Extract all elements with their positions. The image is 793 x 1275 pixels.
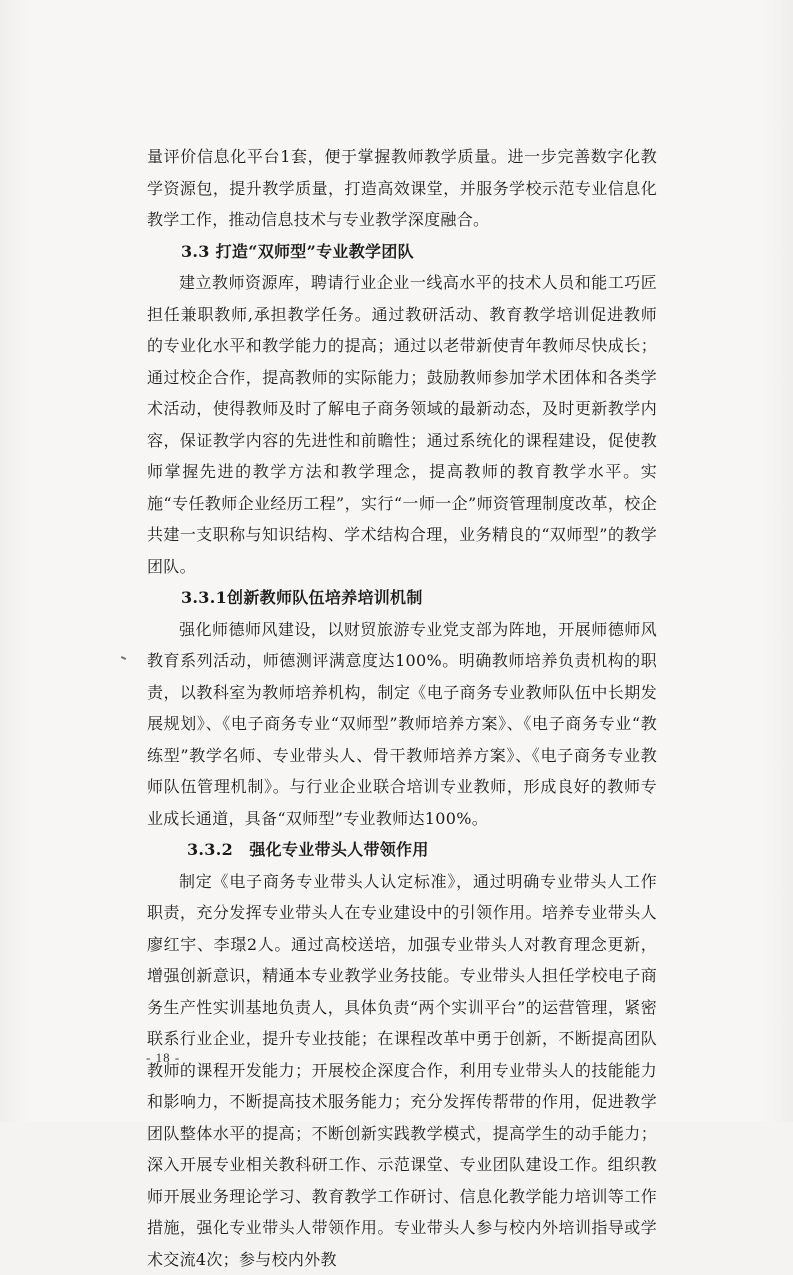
paragraph-section-3-3-1: 强化师德师风建设，以财贸旅游专业党支部为阵地，开展师德师风教育系列活动，师德测评满意度达100%。明确教师培养负责机构的职责，以教科室为教师培养机构，制定《电子商务专业教师队伍中长期发展规划》、《电子商务专业“双师型”教师培养方案》、《电子商务专业“教练型”教学名师、专业带头人、骨干教师培养方案》、《电子商务专业教师队伍管理机制》。与行业企业联合培训专业教师，形成良好的教师专业成长通道，具备“双师型”专业教师达100%。 [147,614,657,835]
paragraph-section-3-3-2: 制定《电子商务专业带头人认定标准》，通过明确专业带头人工作职责，充分发挥专业带头人在专业建设中的引领作用。培养专业带头人廖红宇、李璟2人。通过高校送培，加强专业带头人对教育理念更新，增强创新意识，精通本专业教学业务技能。专业带头人担任学校电子商务生产性实训基地负责人，具体负责“两个实训平台”的运营管理，紧密联系行业企业，提升专业技能；在课程改革中勇于创新，不断提高团队教师的课程开发能力；开展校企深度合作，利用专业带头人的技能能力和影响力，不断提高技术服务能力；充分发挥传帮带的作用，促进教学团队整体水平的提高；不断创新实践教学模式，提高学生的动手能力；深入开展专业相关教科研工作、示范课堂、专业团队建设工作。组织教师开展业务理论学习、教育教学工作研讨、信息化教学能力培训等工作措施，强化专业带头人带领作用。专业带头人参与校内外培训指导或学术交流4次；参与校内外教 [147,866,657,1275]
section-heading-3-3-2: 3.3.2 强化专业带头人带领作用 [147,834,657,866]
margin-mark [121,656,126,660]
section-heading-3-3: 3.3 打造“双师型”专业教学团队 [147,236,657,268]
paragraph-continuation: 量评价信息化平台1套，便于掌握教师教学质量。进一步完善数字化教学资源包，提升教学质量，打造高效课堂，并服务学校示范专业信息化教学工作，推动信息技术与专业教学深度融合。 [147,141,657,236]
page-body [147,141,657,1275]
paragraph-section-3-3: 建立教师资源库，聘请行业企业一线高水平的技术人员和能工巧匠担任兼职教师,承担教学任务。通过教研活动、教育教学培训促进教师的专业化水平和教学能力的提高；通过以老带新使青年教师尽快成长；通过校企合作，提高教师的实际能力；鼓励教师参加学术团体和各类学术活动，使得教师及时了解电子商务领域的最新动态，及时更新教学内容，保证教学内容的先进性和前瞻性；通过系统化的课程建设，促使教师掌握先进的教学方法和教学理念，提高教师的教育教学水平。实施“专任教师企业经历工程”，实行“一师一企”师资管理制度改革，校企共建一支职称与知识结构、学术结构合理，业务精良的“双师型”的教学团队。 [147,267,657,582]
page-number: - 18 - [146,1050,180,1066]
section-heading-3-3-1: 3.3.1创新教师队伍培养培训机制 [147,582,657,614]
